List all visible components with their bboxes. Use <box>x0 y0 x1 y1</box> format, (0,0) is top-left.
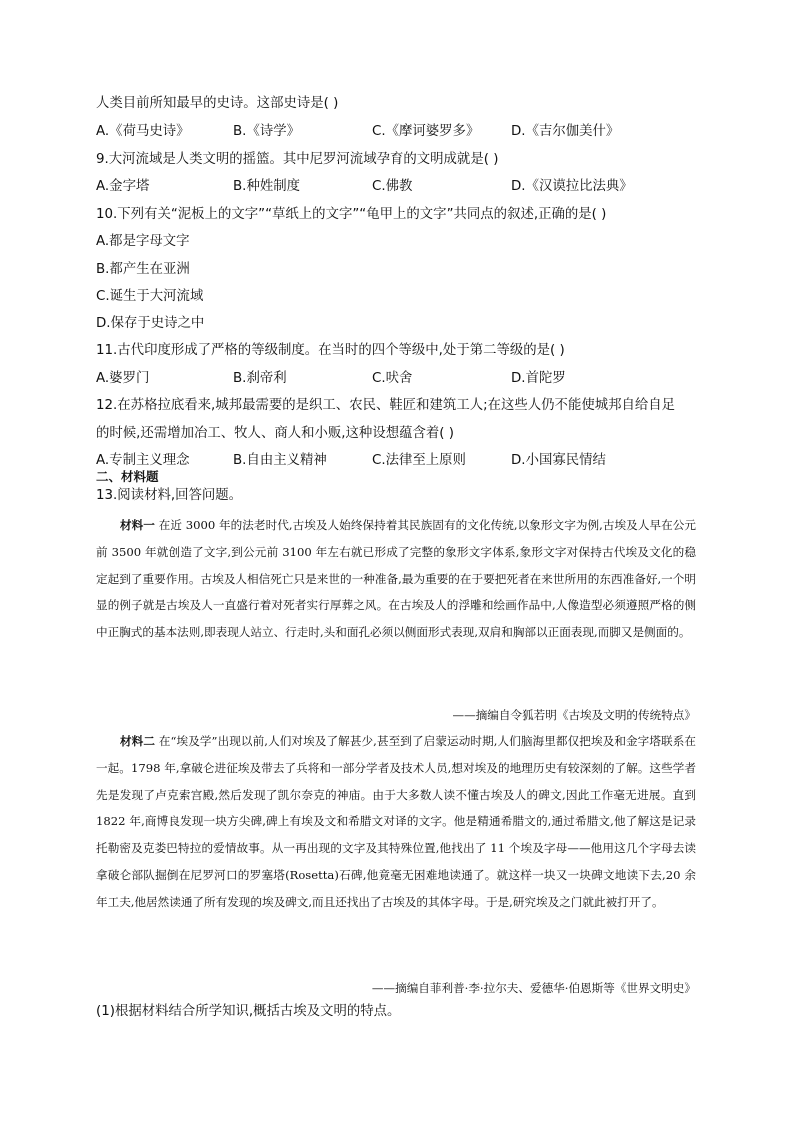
question-8-option-c: C.《摩诃婆罗多》 <box>372 124 480 139</box>
question-8-option-b: B.《诗学》 <box>233 124 301 139</box>
question-10-option-d: D.保存于史诗之中 <box>96 316 205 331</box>
question-11-option-b: B.刹帝利 <box>233 371 287 386</box>
material-2-label: 材料二 <box>120 734 156 748</box>
material-2-text: 在“埃及学”出现以前,人们对埃及了解甚少,甚至到了启蒙运动时期,人们脑海里都仅把埃及和金字塔联系在一起。1798 年,拿破仑进征埃及带去了兵将和一部分学者及技术人员,想对埃及的地理历史有较深刻的了解。这些学者先是发现了卢克索宫殿,然后发现了凯尔奈克的神庙。由于大多数人读不懂古埃及人的碑文,因此工作毫无进展。直到 1822 年,商博良发现一块方尖碑,碑上有埃及文和希腊文对译的文字。他是精通希腊文的,通过希腊文,他了解这是记录托勒密及克娄巴特拉的爱情故事。从一再出现的文字及其特殊位置,他找出了 11 个埃及字母——他用这几个字母去读拿破仑部队掘倒在尼罗河口的罗塞塔(Rosetta)石碑,他竟毫无困难地读通了。就这样一块又一块碑文地读下去,20 余年工夫,他居然读通了所有发现的埃及碑文,而且还找出了古埃及的其体字母。于是,研究埃及之门就此被打开了。 <box>96 734 696 909</box>
material-1-source: ——摘编自令狐若明《古埃及文明的传统特点》 <box>452 708 696 722</box>
material-2-source: ——摘编自菲利普·李·拉尔夫、爱德华·伯恩斯等《世界文明史》 <box>371 981 696 995</box>
question-12-option-a: A.专制主义理念 <box>96 453 190 468</box>
question-12-option-b: B.自由主义精神 <box>233 453 327 468</box>
question-12-stem-line1: 12.在苏格拉底看来,城邦最需要的是织工、农民、鞋匠和建筑工人;在这些人仍不能使城邦自给自足 <box>96 398 676 413</box>
question-10-option-b: B.都产生在亚洲 <box>96 262 190 277</box>
question-9-option-d: D.《汉谟拉比法典》 <box>511 179 633 194</box>
question-11-stem: 11.古代印度形成了严格的等级制度。在当时的四个等级中,处于第二等级的是( ) <box>96 343 565 358</box>
material-1 <box>96 512 696 646</box>
material-1-label: 材料一 <box>120 518 155 532</box>
question-9-option-a: A.金字塔 <box>96 179 150 194</box>
question-8-option-a: A.《荷马史诗》 <box>96 124 190 139</box>
question-9-option-b: B.种姓制度 <box>233 179 301 194</box>
question-11-option-c: C.吠舍 <box>372 371 413 386</box>
question-10-option-a: A.都是字母文字 <box>96 234 190 249</box>
question-12-option-d: D.小国寡民情结 <box>511 453 606 468</box>
section-2-title: 二、材料题 <box>96 469 159 484</box>
material-2 <box>96 728 696 916</box>
question-8-option-d: D.《吉尔伽美什》 <box>511 124 620 139</box>
question-12-option-c: C.法律至上原则 <box>372 453 466 468</box>
question-13-sub-1: (1)根据材料结合所学知识,概括古埃及文明的特点。 <box>96 1004 401 1019</box>
question-10-option-c: C.诞生于大河流域 <box>96 289 204 304</box>
material-1-text: 在近 3000 年的法老时代,古埃及人始终保持着其民族固有的文化传统,以象形文字为例,古埃及人早在公元前 3500 年就创造了文字,到公元前 3100 年左右就已形成了完整的象形文字体系,象形文字对保持古代埃及文化的稳定起到了重要作用。古埃及人相信死亡只是来世的一种准备,最为重要的在于要把死者在来世所用的东西准备好,一个明显的例子就是古埃及人一直盛行着对死者实行厚葬之风。在古埃及人的浮雕和绘画作品中,人像造型必须遵照严格的侧中正胸式的基本法则,即表现人站立、行走时,头和面孔必须以侧面形式表现,双肩和胸部以正面表现,而脚又是侧面的。 <box>96 518 697 640</box>
question-8-stem: 人类目前所知最早的史诗。这部史诗是( ) <box>96 96 339 111</box>
question-13-stem: 13.阅读材料,回答问题。 <box>96 488 243 503</box>
question-11-option-a: A.婆罗门 <box>96 371 150 386</box>
question-12-stem-line2: 的时候,还需增加冶工、牧人、商人和小贩,这种设想蕴含着( ) <box>96 426 454 441</box>
question-9-option-c: C.佛教 <box>372 179 413 194</box>
question-11-option-d: D.首陀罗 <box>511 371 566 386</box>
question-9-stem: 9.大河流域是人类文明的摇篮。其中尼罗河流域孕育的文明成就是( ) <box>96 152 499 167</box>
question-10-stem: 10.下列有关“泥板上的文字”“草纸上的文字”“龟甲上的文字”共同点的叙述,正确的是( ) <box>96 207 607 222</box>
